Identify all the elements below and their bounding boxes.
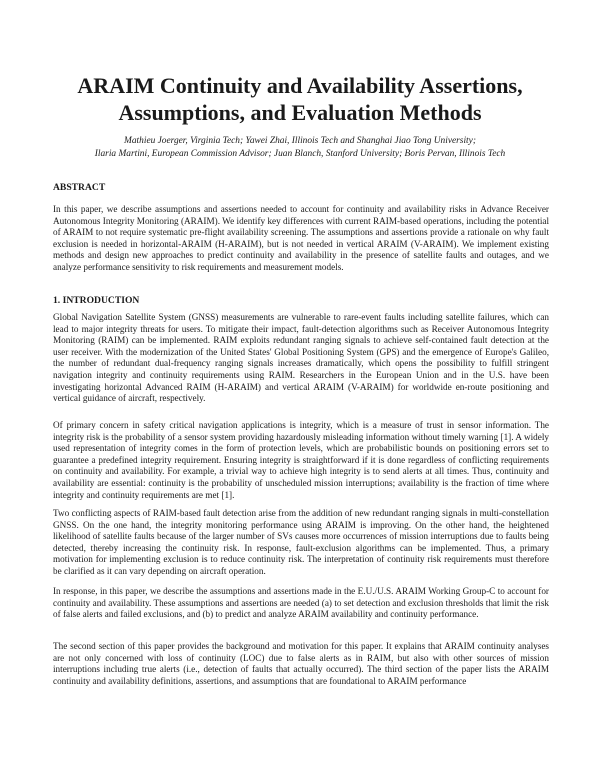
intro-paragraph-4: In response, in this paper, we describe the assumptions and assertions made in the E.U./U.S. ARAIM Working Group-C to account for continuity and availability. These assumptions and assertions are needed (a) to set detection and exclusion thresholds that limit the risk of false alerts and failed exclusions, and (b) to predict and analyze ARAIM availability and continuity performance. — [53, 586, 549, 620]
abstract-paragraph: In this paper, we describe assumptions and assertions needed to account for continuity and availability risks in Advance Receiver Autonomous Integrity Monitoring (ARAIM). We identify key differences with current RAIM-based operations, including the potential of ARAIM to not require systematic pre-flight availability screening. The assumptions and assertions provide a rationale on why fault exclusion is needed in horizontal-ARAIM (H-ARAIM), but is not needed in vertical ARAIM (V-ARAIM). We implement existing methods and design new approaches to predict continuity and availability in the presence of satellite faults and outages, and we analyze performance sensitivity to risk requirements and measurement models. — [53, 204, 549, 272]
introduction-heading: 1. INTRODUCTION — [53, 295, 140, 306]
authors-line-2: Ilaria Martini, European Commission Advisor; Juan Blanch, Stanford University; Boris Pervan, Illinois Tech — [94, 149, 506, 159]
intro-paragraph-1: Global Navigation Satellite System (GNSS) measurements are vulnerable to rare-event faults including satellite failures, which can lead to major integrity threats for users. To mitigate their impact, fault-detection algorithms such as Receiver Autonomous Integrity Monitoring (RAIM) can be implemented. RAIM exploits redundant ranging signals to achieve self-contained fault detection at the user receiver. With the modernization of the United States' Global Positioning System (GPS) and the emergence of Europe's Galileo, the number of redundant dual-frequency ranging signals increases dramatically, which opens the possibility to fulfill stringent navigation integrity and continuity requirements using RAIM. Researchers in the European Union and in the U.S. have been investigating horizontal Advanced RAIM (H-ARAIM) and vertical ARAIM (V-ARAIM) for worldwide en-route positioning and vertical guidance of aircraft, respectively. — [53, 312, 549, 404]
abstract-heading: ABSTRACT — [53, 182, 106, 193]
authors-line-1: Mathieu Joerger, Virginia Tech; Yawei Zhai, Illinois Tech and Shanghai Jiao Tong University; — [124, 136, 476, 146]
title-line-1: ARAIM Continuity and Availability Assertions, — [77, 73, 523, 98]
paper-title — [40, 72, 560, 126]
intro-paragraph-3: Two conflicting aspects of RAIM-based fault detection arise from the addition of new redundant ranging signals in multi-constellation GNSS. On the one hand, the integrity monitoring performance using ARAIM is improving. On the other hand, the heightened likelihood of satellite faults because of the larger number of SVs causes more occurrences of mission interruptions due to faults being detected, thereby increasing the continuity risk. In response, fault-exclusion algorithms can be implemented. Thus, a primary motivation for implementing exclusion is to reduce continuity risk. The interpretation of continuity risk requirements must therefore be clarified as it can vary depending on aircraft operation. — [53, 508, 549, 576]
intro-paragraph-5: The second section of this paper provides the background and motivation for this paper. It explains that ARAIM continuity analyses are not only concerned with loss of continuity (LOC) due to false alerts as in RAIM, but also with other sources of mission interruptions including true alerts (i.e., detection of faults that actually occurred). The third section of the paper lists the ARAIM continuity and availability definitions, assertions, and assumptions that are foundational to ARAIM performance — [53, 641, 549, 686]
author-list — [40, 135, 560, 161]
title-line-2: Assumptions, and Evaluation Methods — [118, 100, 482, 125]
intro-paragraph-2: Of primary concern in safety critical navigation applications is integrity, which is a measure of trust in sensor information. The integrity risk is the probability of a sensor system providing hazardously misleading information without timely warning [1]. A widely used representation of integrity comes in the form of protection levels, which are probabilistic bounds on positioning errors set to guarantee a predefined integrity requirement. Ensuring integrity is straightforward if it is done regardless of conflicting requirements on continuity and availability. For example, a trivial way to achieve high integrity is to send alerts at all times. Thus, continuity and availability are essential: continuity is the probability of unscheduled mission interruptions; availability is the fraction of time where integrity and continuity requirements are met [1]. — [53, 420, 549, 500]
